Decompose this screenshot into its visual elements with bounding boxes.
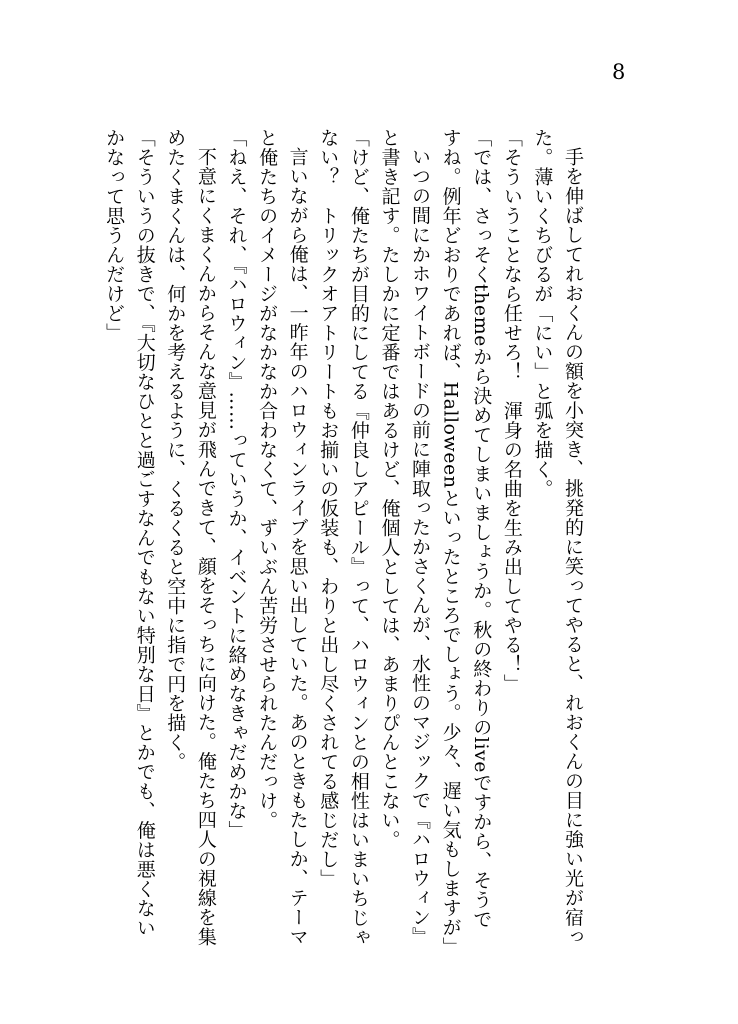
paragraph: 「そういうの抜きで、『大切なひとと過ごすなんでもない特別な日』とかでも、俺は悪くないかなって思うんだけど」 (103, 128, 156, 938)
paragraph: 「そういうことなら任せろ！ 渾身の名曲を生み出してやる！」 (500, 128, 523, 694)
paragraph: いつの間にかホワイトボードの前に陣取ったかさくんが、水性のマジックで『ハロウィン』と書き記す。たしかに定番ではあるけど、俺個人としては、あまりぴんとこない。 (378, 128, 432, 947)
paragraph: 「では、さっそくthemeから決めてしまいましょうか。秋の終わりのliveですから、そうですね。例年どおりであれば、Halloweenといったところでしょう。少々、遅い気もしますが」 (439, 128, 493, 957)
page-number: 8 (612, 60, 626, 84)
paragraph: 不意にくまくんからそんな意見が飛んできて、顔をそっちに向けた。俺たち四人の視線を集めたくまくんは、何かを考えるように、くるくると空中に指で円を描く。 (164, 128, 217, 947)
body-text (99, 128, 589, 957)
paragraph: 言いながら俺は、一昨年のハロウィンライブを思い出していた。あのときもたしか、テーマと俺たちのイメージがなかなか合わなくて、ずいぶん苦労させられたんだっけ。 (256, 128, 309, 947)
paragraph: 「けど、俺たちが目的にしてる『仲良しアピール』って、ハロウィンとの相性はいまいちじゃない？ トリックオアトリートもお揃いの仮装も、わりと出し尽くされてる感じだし」 (317, 128, 370, 947)
paragraph: 「ねえ、それ、『ハロウィン』……っていうか、イベントに絡めなきゃだめかな」 (225, 128, 248, 840)
paragraph: 手を伸ばしてれおくんの額を小突き、挑発的に笑ってやると、れおくんの目に強い光が宿った。薄いくちびるが「にい」と弧を描く。 (531, 128, 584, 947)
